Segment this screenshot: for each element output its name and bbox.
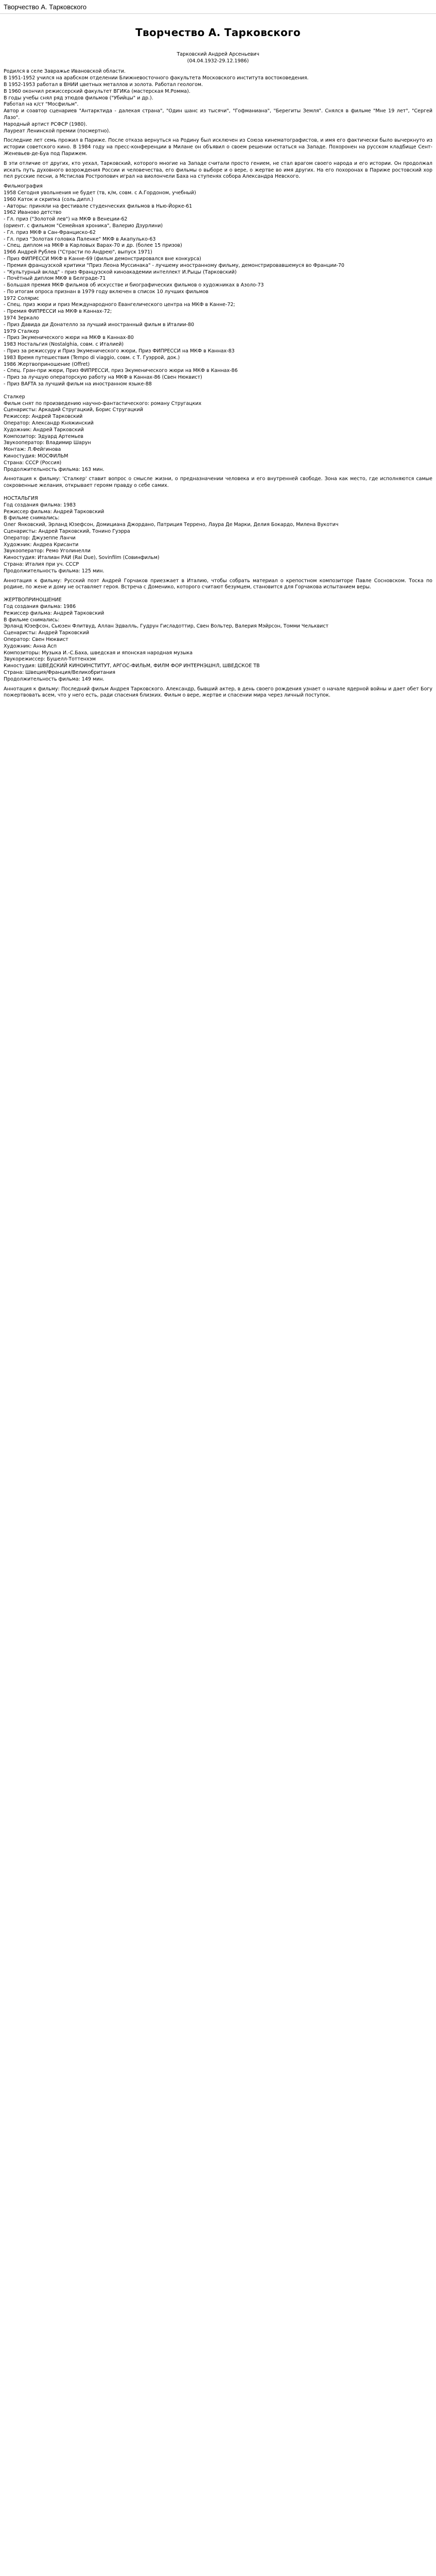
filmography-entry: - Почётный диплом МКФ в Белграде-71 <box>4 276 106 282</box>
filmography-entry: - Гл. приз МКФ в Сан-Франциско-62 <box>4 229 96 235</box>
film-detail-line: Страна: Италия при уч. СССР <box>4 561 79 567</box>
film-detail-line: Продолжительность фильма: 125 мин. <box>4 568 104 574</box>
bio-paragraph: Родился в селе Завражье Ивановской области. <box>4 69 126 75</box>
page <box>0 0 436 704</box>
film-detail-line: Звукооператор: Владимир Шарун <box>4 440 91 446</box>
film-detail-line: Режиссер фильма: Андрей Тарковский <box>4 610 104 616</box>
film-detail-line: Звукооператор: Ремо Уголинелли <box>4 548 91 554</box>
film-detail-line: Художник: Андреа Крисанти <box>4 541 79 548</box>
filmography-entry: - "Культурный вклад" - приз Французской киноакадемии интеллект И.Рыцы (Тарковский) <box>4 269 237 275</box>
film-card-heading: НОСТАЛЬГИЯ <box>4 496 38 501</box>
bio-paragraph: Последние лет семь прожил в Париже. После отказа вернуться на Родину был исключен из Союза кинематографистов, и имя его фактически было вычеркнуто из истории советского кино. В 1984 году на пресс-конференции в Милане он объявил о своем решении остаться на Западе. Похоронен на русском кладбище Сент-Женевьев-де-Буа под Парижем. <box>4 138 432 157</box>
bio-paragraph: В 1951-1952 учился на арабском отделении Ближневосточного факультета Московского института востоковедения. <box>4 75 309 81</box>
film-detail-line: Звукорежиссер: Бушелл-Тоттенхэм <box>4 656 96 663</box>
filmography-entry: 1983 Время путешествия (Tempo di viaggio, совм. с Т. Гуэррой, док.) <box>4 354 180 361</box>
bio-paragraph: Народный артист РСФСР (1980). <box>4 121 88 127</box>
bio-paragraph: В годы учебы снял ряд этюдов фильмов ("Убийцы" и др.). <box>4 95 153 101</box>
film-card-details <box>4 604 432 683</box>
film-detail-line: Фильм снят по произведению научно-фантастического: роману Стругацких <box>4 400 202 406</box>
film-detail-line: Композиторы: Музыка И.-С.Баха, шведская и японская народная музыка <box>4 650 193 656</box>
filmography-entry: - Премия ФИПРЕССИ на МКФ в Каннах-72; <box>4 309 112 315</box>
film-detail-line: Продолжительность фильма: 149 мин. <box>4 676 104 682</box>
film-detail-line: Художник: Анна Асп <box>4 643 57 649</box>
bio-paragraph: В 1952-1953 работал в ВНИИ цветных металлов и золота. Работал геологом. <box>4 81 203 88</box>
film-annotation: Аннотация к фильму: 'Сталкер' ставит вопрос о смысле жизни, о предназначении человека и его внутренней свободе. Зона как место, где исполняются самые сокровенные желания, открывает героям правду о себе самих. <box>4 476 432 489</box>
bio-section <box>4 69 432 180</box>
filmography-entry: - Спец. приз жюри и приз Международного Евангелического центра на МКФ в Канне-72; <box>4 302 235 308</box>
filmography-entry: (ориент. с фильмом "Семейная хроника", Валерио Дзурлини) <box>4 223 163 229</box>
author-header <box>4 52 432 65</box>
filmography-entry: - Гл. приз "Золотая головка Паленке" МКФ в Акапулько-63 <box>4 236 156 242</box>
film-detail-line: Режиссер фильма: Андрей Тарковский <box>4 509 104 515</box>
film-detail-line: Монтаж: Л.Фейгинова <box>4 447 61 453</box>
film-detail-line: Киностудия: Италиан РАИ (Rai Due), Sovinfilm (Совинфильм) <box>4 555 160 561</box>
filmography-entry: 1958 Сегодня увольнения не будет (тв, к/м, совм. с А.Гордоном, учебный) <box>4 190 196 196</box>
author-name: Тарковский Андрей Арсеньевич <box>177 51 259 57</box>
filmography-entry: - Большая премия МКФ фильмов об искусстве и биографических фильмов о художниках в Азоло-73 <box>4 282 264 289</box>
film-detail-line: В фильме снимались: <box>4 617 60 623</box>
filmography-entry: - Приз Экуменического жюри на МКФ в Каннах-80 <box>4 335 134 341</box>
bio-paragraph: В эти отличие от других, кто уехал, Тарковский, которого многие на Западе считали просто гением, не стал врагом своего народа и его истории. Он продолжал искать путь духовного возрождения России и человечества, его фильмы о выборе и о вере, о жертве во имя других. На его похоронах в Париже ростовский хор пел русские песни, а Мстислав Ростропович играл на виолончели Баха на ступенях собора Александра Невского. <box>4 160 432 180</box>
filmography-entry: 1966 Андрей Рублев ("Страсти по Андрею", выпуск 1971) <box>4 249 152 256</box>
filmography-entry: - Гл. приз ("Золотой лев") на МКФ в Венеции-62 <box>4 216 128 223</box>
film-card-details <box>4 502 432 575</box>
filmography-entry: 1974 Зеркало <box>4 315 39 321</box>
film-detail-line: Страна: СССР (Россия) <box>4 460 62 466</box>
film-detail-line: Сценаристы: Андрей Тарковский, Тонино Гуэрра <box>4 528 130 534</box>
film-detail-line: Оператор: Джузеппе Ланчи <box>4 535 76 541</box>
filmography-entry: - По итогам опроса признан в 1979 году включен в список 10 лучших фильмов <box>4 289 209 295</box>
film-detail-line: Сценаристы: Аркадий Стругацкий, Борис Стругацкий <box>4 407 143 413</box>
filmography-entry: - Премия французской критики "Приз Леона Муссинака" - лучшему иностранному фильму, демонстрировавшемуся во Франции-70 <box>4 262 344 268</box>
film-detail-line: Год создания фильма: 1986 <box>4 603 76 609</box>
film-detail-line: Оператор: Свен Нюквист <box>4 636 68 642</box>
film-card-sacrifice <box>4 597 432 699</box>
filmography-entry: 1986 Жертвоприношение (Offret) <box>4 361 90 367</box>
filmography-entry: 1972 Солярис <box>4 295 39 301</box>
filmography-list <box>4 190 432 388</box>
film-detail-line: Художник: Андрей Тарковский <box>4 427 84 433</box>
film-detail-line: Киностудия: МОСФИЛЬМ <box>4 453 68 460</box>
filmography-entry: 1983 Ностальгия (Nostalghia, совм. с Италией) <box>4 342 124 348</box>
page-title: Творчество А. Тарковского <box>0 0 436 14</box>
filmography-entry: - Спец. Гран-при жюри, Приз ФИПРЕССИ, приз Экуменического жюри на МКФ в Каннах-86 <box>4 368 238 374</box>
filmography-entry: - Авторы: приняли на фестивале студенческих фильмов в Нью-Йорке-61 <box>4 203 193 209</box>
bio-paragraph: Лауреат Ленинской премии (посмертно). <box>4 128 111 134</box>
film-detail-line: Олег Янковский, Эрланд Юзефсон, Домициана Джордано, Патриция Террено, Лаура Де Марки, Делия Бокардо, Милена Вукотич <box>4 522 339 528</box>
filmography-entry: - Приз BAFTA за лучший фильм на иностранном языке-88 <box>4 381 152 387</box>
film-card-heading: Сталкер <box>4 394 25 400</box>
filmography-entry: - Приз за лучшую операторскую работу на МКФ в Каннах-86 (Свен Нюквист) <box>4 375 202 381</box>
film-card-stalker <box>4 394 432 489</box>
bio-paragraph: Работал на к/ст "Мосфильм". <box>4 101 79 108</box>
filmography-entry: 1962 Иваново детство <box>4 210 62 216</box>
author-dates: (04.04.1932-29.12.1986) <box>187 58 249 64</box>
film-detail-line: Композитор: Эдуард Артемьев <box>4 433 83 439</box>
film-detail-line: Режиссер: Андрей Тарковский <box>4 414 83 420</box>
filmography-heading: Фильмография <box>4 183 43 190</box>
filmography-section <box>4 183 432 388</box>
main-title: Творчество А. Тарковского <box>135 26 301 39</box>
filmography-entry: 1960 Каток и скрипка (соль.дипл.) <box>4 196 94 202</box>
film-annotation: Аннотация к фильму: Последний фильм Андрея Тарковского. Александр, бывший актер, в день своего рождения узнает о начале ядерной войны и дает обет Богу пожертвовать всем, что у него есть, ради спасения близких. Фильм о вере, жертве и спасении мира через личный поступок. <box>4 686 432 699</box>
film-card-heading: ЖЕРТВОПРИНОШЕНИЕ <box>4 597 62 603</box>
filmography-entry: - Приз за режиссуру и Приз Экуменического жюри, Приз ФИПРЕССИ на МКФ в Каннах-83 <box>4 348 235 354</box>
film-detail-line: Продолжительность фильма: 163 мин. <box>4 466 104 472</box>
film-detail-line: Киностудия: ШВЕДСКИЙ КИНОИНСТИТУТ, АРГОС-ФИЛЬМ, ФИЛМ ФОР ИНТЕРНЭШНЛ, ШВЕДСКОЕ ТВ <box>4 663 260 669</box>
film-card-nostalgia <box>4 496 432 591</box>
film-detail-line: Год создания фильма: 1983 <box>4 502 76 508</box>
bio-paragraph: Автор и соавтор сценариев "Антарктида - далекая страна", "Один шанс из тысячи", "Гофманиана", "Берегиты Земля". Снялся в фильме "Мне 19 лет", "Сергей Лазо". <box>4 108 432 121</box>
film-detail-line: Сценаристы: Андрей Тарковский <box>4 630 90 636</box>
filmography-entry: - Приз Давида ди Донателло за лучший иностранный фильм в Италии-80 <box>4 321 195 328</box>
film-annotation: Аннотация к фильму: Русский поэт Андрей Горчаков приезжает в Италию, чтобы собрать материал о крепостном композиторе Павле Сосновском. Тоска по родине, по жене и дому не оставляет героя. Встреча с Доменико, которого считают безумцем, становится для Горчакова испытанием веры. <box>4 578 432 590</box>
film-detail-line: Эрланд Юзефсон, Сьюзен Флитвуд, Аллан Эдвалль, Гудрун Гисладоттир, Свен Вольтер, Валерия Мэйрсон, Томми Чельквист <box>4 623 329 630</box>
film-card-details <box>4 401 432 473</box>
filmography-entry: 1979 Сталкер <box>4 328 39 334</box>
bio-paragraph: В 1960 окончил режиссерский факультет ВГИКа (мастерская М.Ромма). <box>4 88 190 94</box>
film-detail-line: Оператор: Александр Княжинский <box>4 420 94 427</box>
article-content <box>0 26 436 704</box>
filmography-entry: - Приз ФИПРЕССИ МКФ в Канне-69 (фильм демонстрировался вне конкурса) <box>4 256 201 262</box>
film-detail-line: В фильме снимались: <box>4 515 60 521</box>
film-detail-line: Страна: Швеция/Франция/Великобритания <box>4 669 115 675</box>
filmography-entry: - Спец. диплом на МКФ в Карловых Варах-70 и др. (более 15 призов) <box>4 243 182 249</box>
